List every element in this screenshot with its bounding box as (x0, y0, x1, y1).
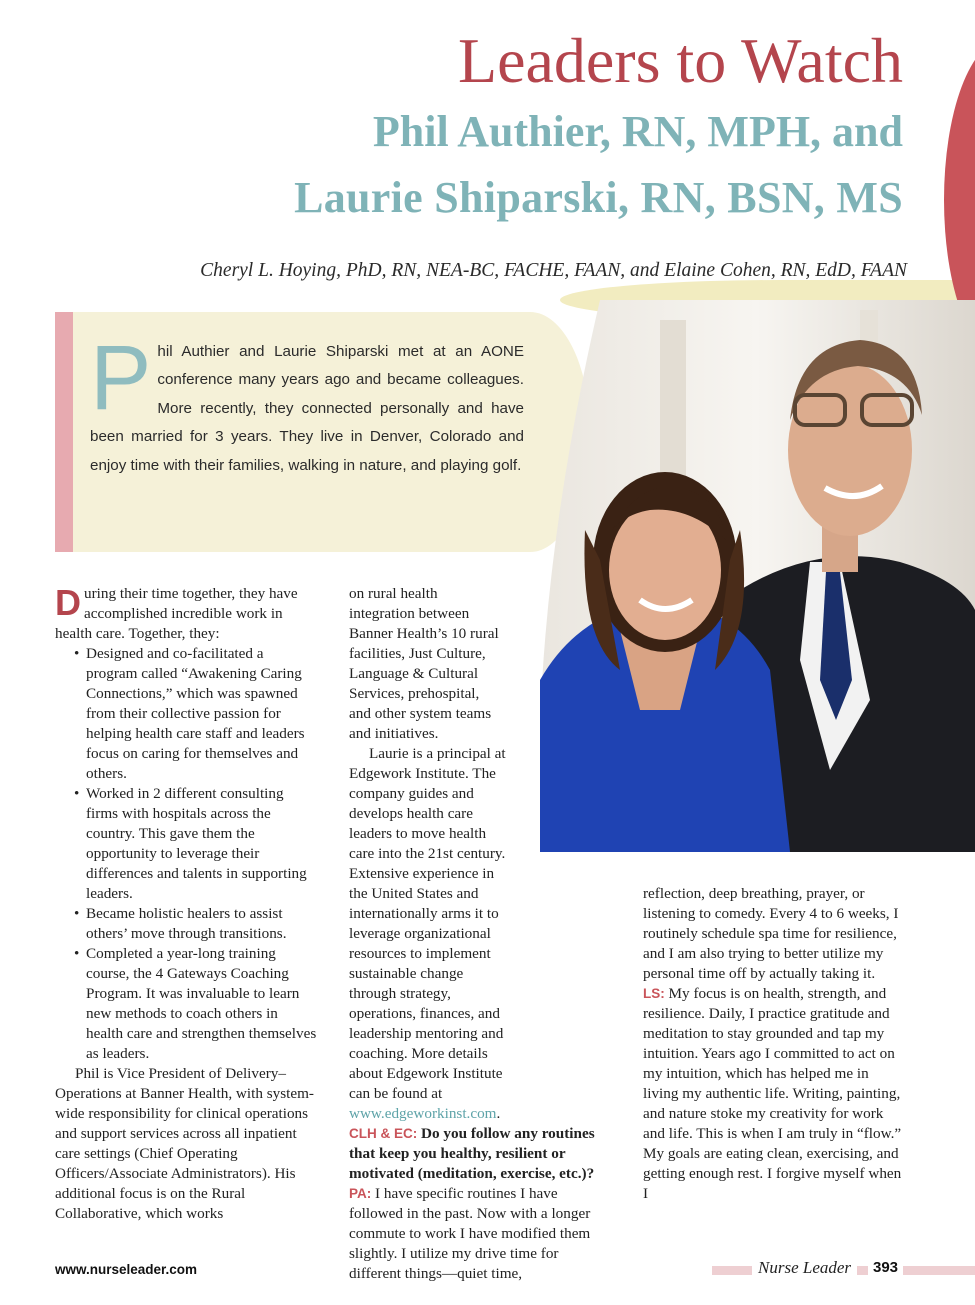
article-subtitle-line1: Phil Authier, RN, MPH, and (372, 107, 903, 156)
page-number: 393 (868, 1259, 903, 1276)
lead-paragraph: uring their time together, they have accomplished incredible work in health care. Together, they: (55, 585, 298, 642)
question (349, 1124, 611, 1184)
intro-text: hil Authier and Laurie Shiparski met at an AONE conference many years ago and became colleagues. More recently, they connected personally and have been married for 3 years. They live in Denver, Colorado and enjoy time with their families, walking in nature, and playing golf. (90, 343, 524, 474)
column-1 (55, 584, 317, 1224)
footer-website[interactable]: www.nurseleader.com (55, 1262, 198, 1277)
column-3 (643, 884, 905, 1204)
article-title: Leaders to Watch (457, 25, 903, 96)
intro-accent-bar (55, 312, 73, 552)
pa-answer-continued: reflection, deep breathing, prayer, or listening to comedy. Every 4 to 6 weeks, I routinely schedule spa time for resilience, and I am also trying to better utilize my personal time off by actually taking it. (643, 885, 899, 982)
question-text: Do you follow any routines that keep you healthy, resilient or motivated (meditation, exercise, etc.)? (349, 1125, 595, 1182)
laurie-paragraph: Laurie is a principal at Edgework Institute. The company guides and develops health care leaders to move health care into the 21st century. Extensive experience in the United States and internationally arms it to leverage organizational resources to implement sustainable change through strategy, operations, finances, and leadership mentoring and coaching. More details about Edgework Institute can be found at (349, 745, 506, 1102)
edgework-link[interactable]: www.edgeworkinst.com (349, 1105, 497, 1122)
footer-magazine-name: Nurse Leader (752, 1258, 857, 1278)
dropcap-d: D (55, 582, 81, 623)
list-item: • Completed a year-long training course, the 4 Gateways Coaching Program. It was invaluable to learn new methods to coach others in health care and strengthen themselves as leaders. (86, 944, 317, 1064)
ls-label: LS: (643, 986, 665, 1001)
ls-answer (643, 984, 905, 1204)
byline: Cheryl L. Hoying, PhD, RN, NEA-BC, FACHE, FAAN, and Elaine Cohen, RN, EdD, FAAN (200, 260, 907, 281)
rural-paragraph: on rural health integration between Banner Health’s 10 rural facilities, Just Culture, Language & Cultural Services, prehospital, and other system teams and initiatives. (349, 585, 499, 742)
pa-answer (349, 1184, 611, 1284)
list-item: • Became holistic healers to assist others’ move through transitions. (86, 904, 317, 944)
article-subtitle-line2: Laurie Shiparski, RN, BSN, MS (294, 173, 903, 222)
question-label: CLH & EC: (349, 1126, 418, 1141)
list-item: • Worked in 2 different consulting firms with hospitals across the country. This gave them the opportunity to leverage their differences and talents in supporting leaders. (86, 784, 317, 904)
pa-answer-text: I have specific routines I have followed in the past. Now with a longer commute to work I have modified them slightly. I utilize my drive time for different things—quiet time, (349, 1185, 591, 1282)
column-2 (349, 584, 611, 1284)
period: . (496, 1105, 501, 1122)
intro-dropcap: P (90, 327, 152, 429)
accomplishments-list (55, 644, 317, 1064)
list-item: • Designed and co-facilitated a program called “Awakening Caring Connections,” which was spawned from their collective passion for helping health care staff and leaders focus on caring for themselves and others. (86, 644, 317, 784)
ls-answer-text: My focus is on health, strength, and resilience. Daily, I practice gratitude and meditation to stay grounded and tap my intuition. Years ago I committed to act on my intuition, which has helped me in living my authentic life. Writing, painting, and nature stoke my creativity for work and life. This is when I am truly in “flow.” My goals are eating clean, exercising, and getting enough rest. I forgive myself when I (643, 985, 902, 1202)
pa-label: PA: (349, 1186, 372, 1201)
laurie-paragraph-start (349, 744, 509, 1124)
phil-paragraph: Phil is Vice President of Delivery–Operations at Banner Health, with system-wide responsibility for clinical operations and support services across all inpatient care settings (Chief Operating Officers/Associate Administrators). His additional focus is on the Rural Collaborative, which works (55, 1065, 314, 1222)
intro-paragraph (90, 327, 524, 480)
